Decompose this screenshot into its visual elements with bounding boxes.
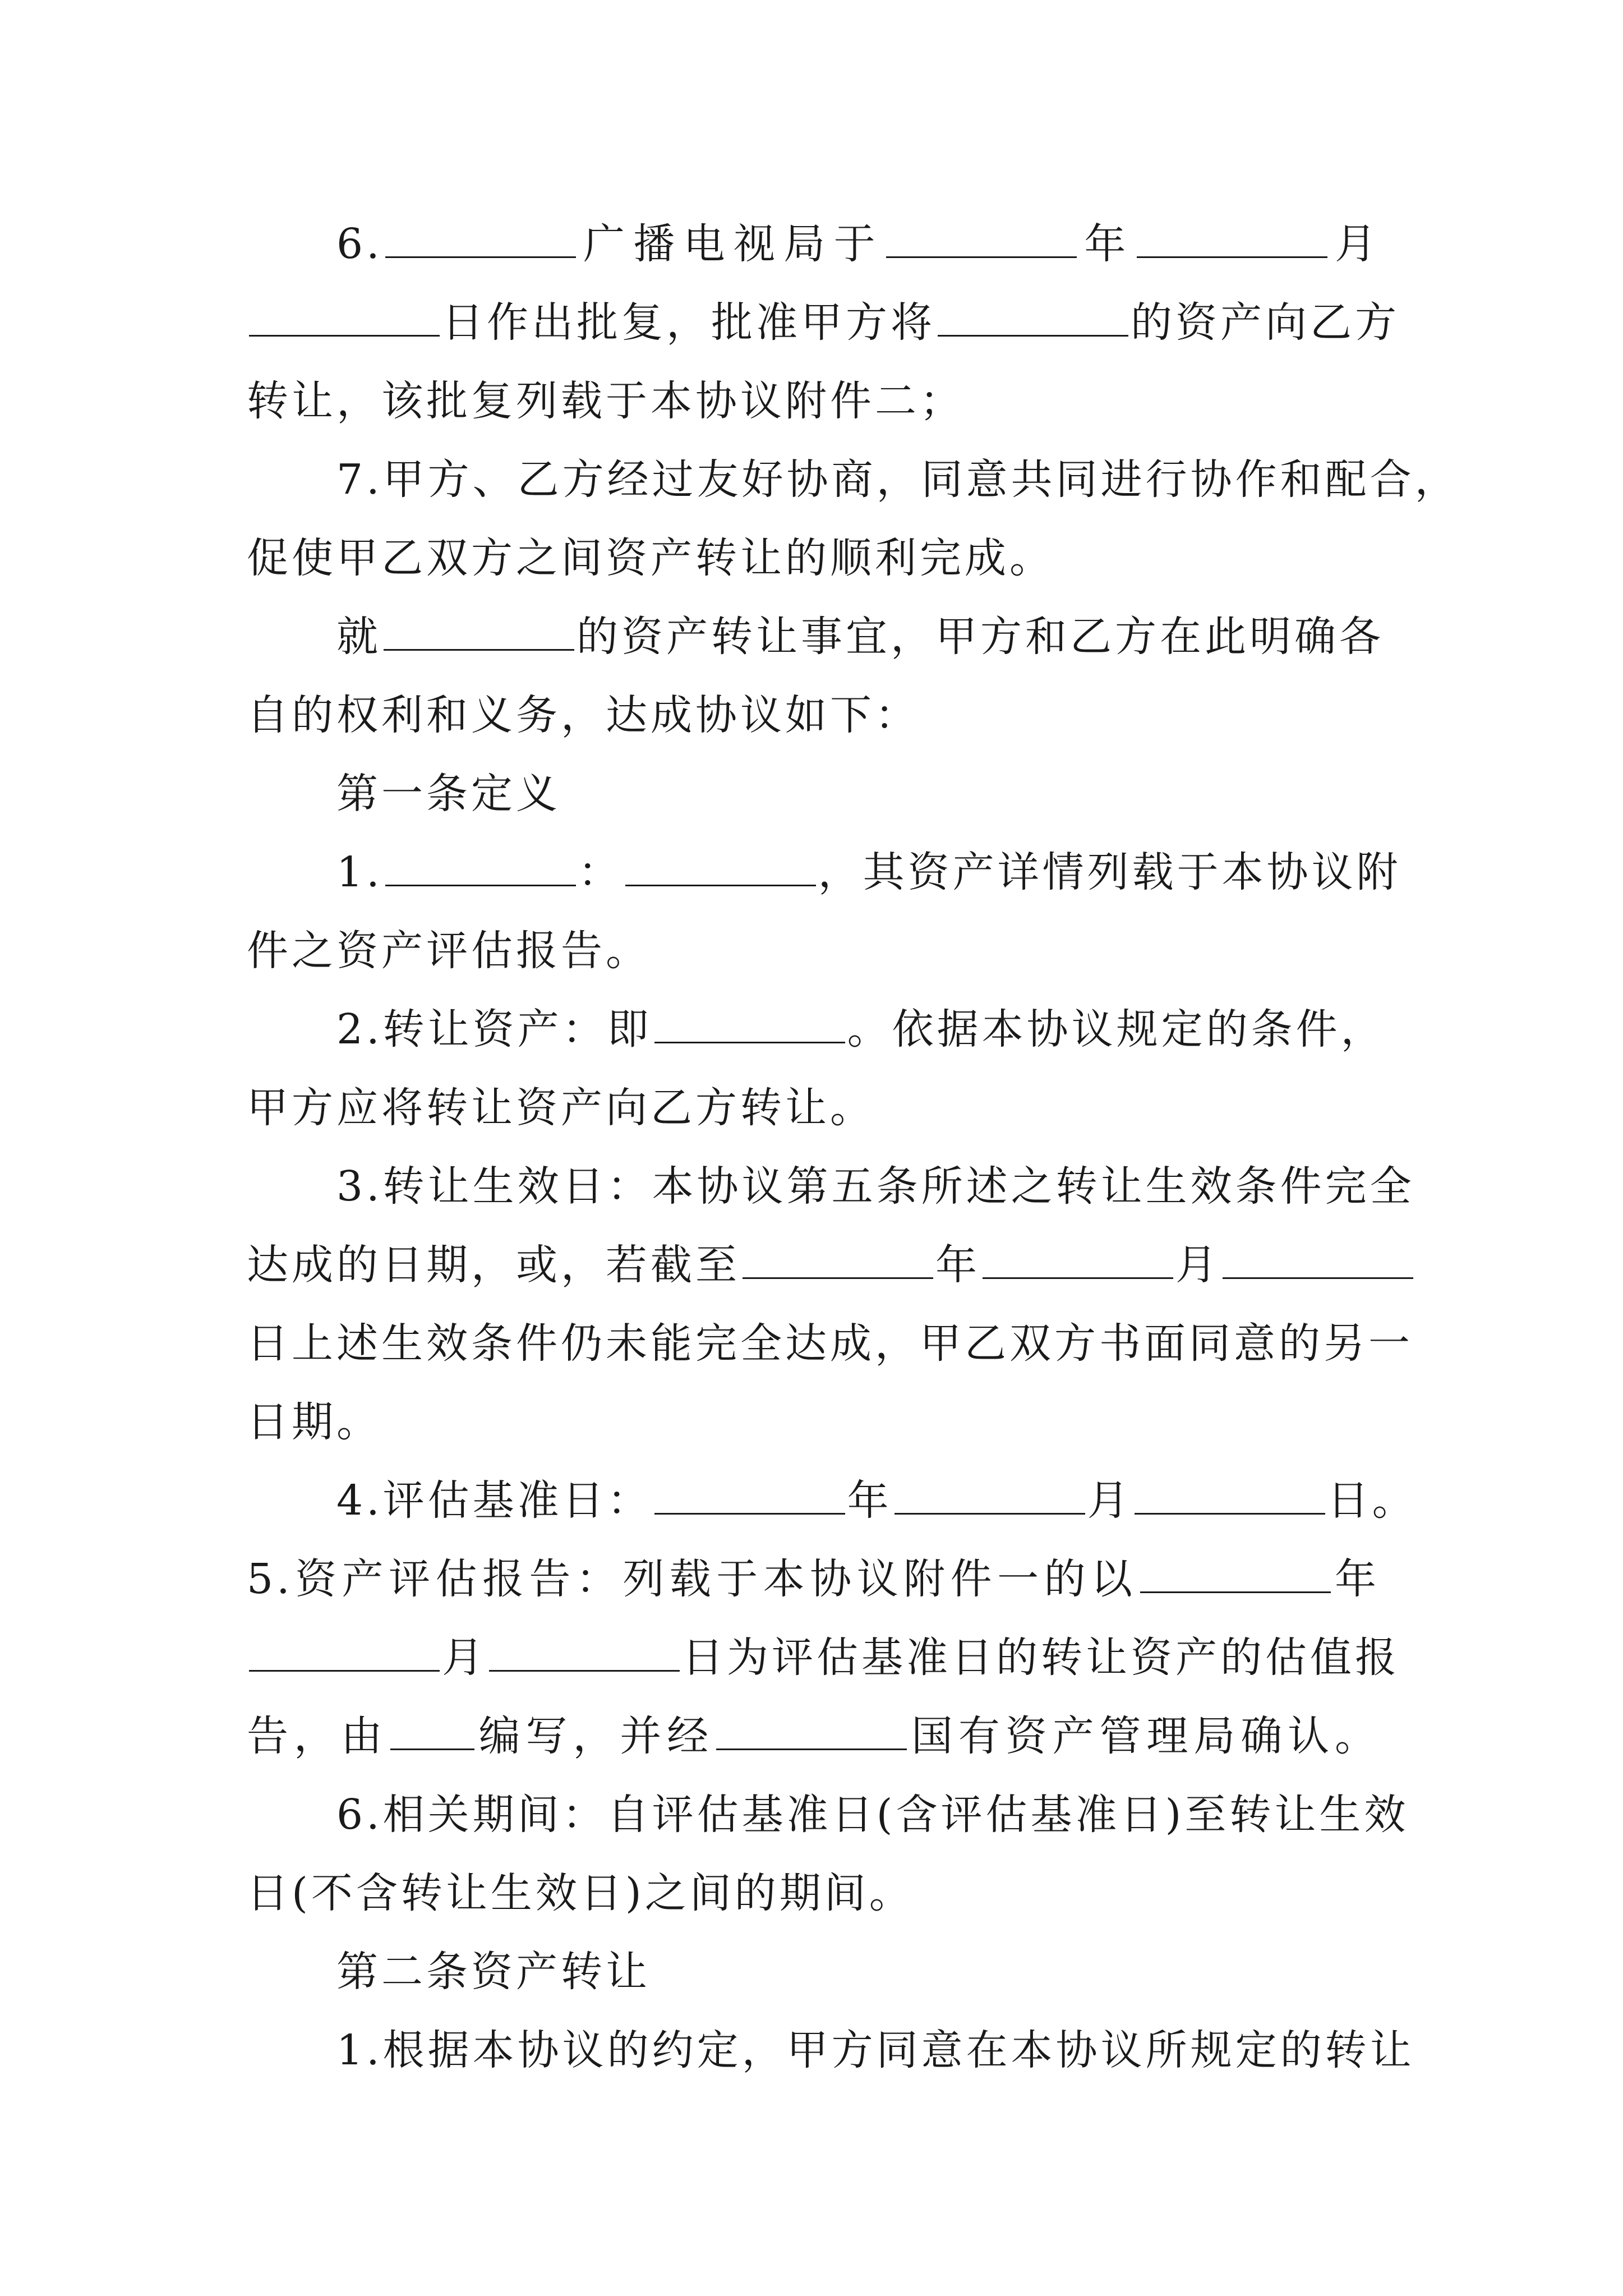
section-heading [336,1932,1380,2011]
fill-blank[interactable] [895,1467,1085,1515]
text-segment: 就 [336,613,381,661]
paragraph-line [247,1383,1380,1461]
text-segment: 6. [336,220,383,268]
text-segment: 7.甲方、乙方经过友好协商，同意共同进行协作和配合， [336,455,1460,504]
text-segment: 的资产转让事宜，甲方和乙方在此明确各 [577,613,1384,661]
text-segment: 2.转让资产：即 [336,1005,652,1053]
paragraph-line [247,1697,1380,1775]
text-segment: 3.转让生效日：本协议第五条所述之转让生效条件完全 [336,1162,1415,1211]
fill-blank[interactable] [1223,1231,1413,1279]
paragraph-line [336,1775,1409,1854]
text-segment: 年 [847,1476,892,1525]
fill-blank[interactable] [1135,1467,1325,1515]
fill-blank[interactable] [1140,1545,1331,1593]
text-segment: 日作出批复，批准甲方将 [442,298,935,347]
paragraph-line [247,912,1380,990]
paragraph-line [247,519,1380,597]
fill-blank[interactable] [654,1467,845,1515]
text-segment: 转让，该批复列载于本协议附件二； [247,377,965,425]
paragraph-line [336,2011,1415,2090]
paragraph-line [336,990,1386,1069]
paragraph-line [247,1304,1413,1383]
text-segment: 日期。 [247,1398,381,1446]
text-segment: 的资产向乙方 [1131,298,1400,347]
text-segment: 日为评估基准日的转让资产的估值报 [682,1634,1400,1682]
paragraph-line [247,1618,1400,1697]
fill-blank[interactable] [390,1703,474,1750]
fill-blank[interactable] [385,210,576,258]
fill-blank[interactable] [654,996,845,1043]
paragraph-line [247,1226,1380,1304]
text-segment: 达成的日期，或，若截至 [247,1241,740,1289]
text-segment: 年 [935,1241,980,1289]
text-segment: 1.根据本协议的约定，甲方同意在本协议所规定的转让 [336,2026,1415,2074]
paragraph-line [247,1069,1380,1147]
fill-blank[interactable] [1137,210,1327,258]
paragraph-line [336,597,1384,676]
fill-blank[interactable] [384,603,574,651]
paragraph-line [336,1461,1417,1540]
fill-blank[interactable] [886,210,1077,258]
text-segment: 编写，并经 [476,1712,714,1760]
text-segment: 月 [1329,220,1380,268]
text-segment: 月 [1087,1476,1132,1525]
text-segment: 月 [442,1634,487,1682]
paragraph-line [336,440,1460,519]
fill-blank[interactable] [249,289,440,337]
text-segment: 国有资产管理局确认。 [909,1712,1380,1760]
paragraph-line [247,362,1380,440]
text-segment: 年 [1332,1555,1380,1603]
text-segment: 日。 [1327,1476,1417,1525]
text-segment: 1. [336,848,383,896]
fill-blank[interactable] [716,1703,907,1750]
text-segment: 日(不含转让生效日)之间的期间。 [247,1869,914,1917]
text-segment: 促使甲乙双方之间资产转让的顺利完成。 [247,534,1054,582]
text-segment: 年 [1078,220,1135,268]
text-segment: 广播电视局于 [578,220,884,268]
paragraph-line [336,205,1380,283]
text-segment: 5.资产评估报告：列载于本协议附件一的以 [247,1555,1138,1603]
fill-blank[interactable] [489,1624,680,1672]
fill-blank[interactable] [385,839,576,886]
paragraph-line [336,1147,1415,1226]
paragraph-line [247,1540,1380,1618]
text-segment: 第二条资产转让 [336,1948,651,1996]
text-segment: 。依据本协议规定的条件， [847,1005,1386,1053]
fill-blank[interactable] [743,1231,933,1279]
paragraph-line [247,676,1380,754]
fill-blank[interactable] [625,839,816,886]
fill-blank[interactable] [938,289,1128,337]
text-segment: 4.评估基准日： [336,1476,652,1525]
text-segment: 日上述生效条件仍未能完全达成，甲乙双方书面同意的另一 [247,1319,1413,1368]
fill-blank[interactable] [249,1624,440,1672]
text-segment: 6.相关期间：自评估基准日(含评估基准日)至转让生效 [336,1791,1409,1839]
text-segment: ： [578,848,623,896]
text-segment: 自的权利和义务，达成协议如下： [247,691,920,739]
text-segment: 第一条定义 [336,770,561,818]
section-heading [336,754,1380,833]
text-segment: 甲方应将转让资产向乙方转让。 [247,1084,875,1132]
text-segment: 告，由 [247,1712,388,1760]
paragraph-line [336,833,1401,912]
fill-blank[interactable] [983,1231,1173,1279]
text-segment: 月 [1175,1241,1220,1289]
text-segment: ，其资产详情列载于本协议附 [818,848,1401,896]
text-segment: 件之资产评估报告。 [247,927,651,975]
paragraph-line [247,283,1400,362]
paragraph-line [247,1854,1380,1932]
